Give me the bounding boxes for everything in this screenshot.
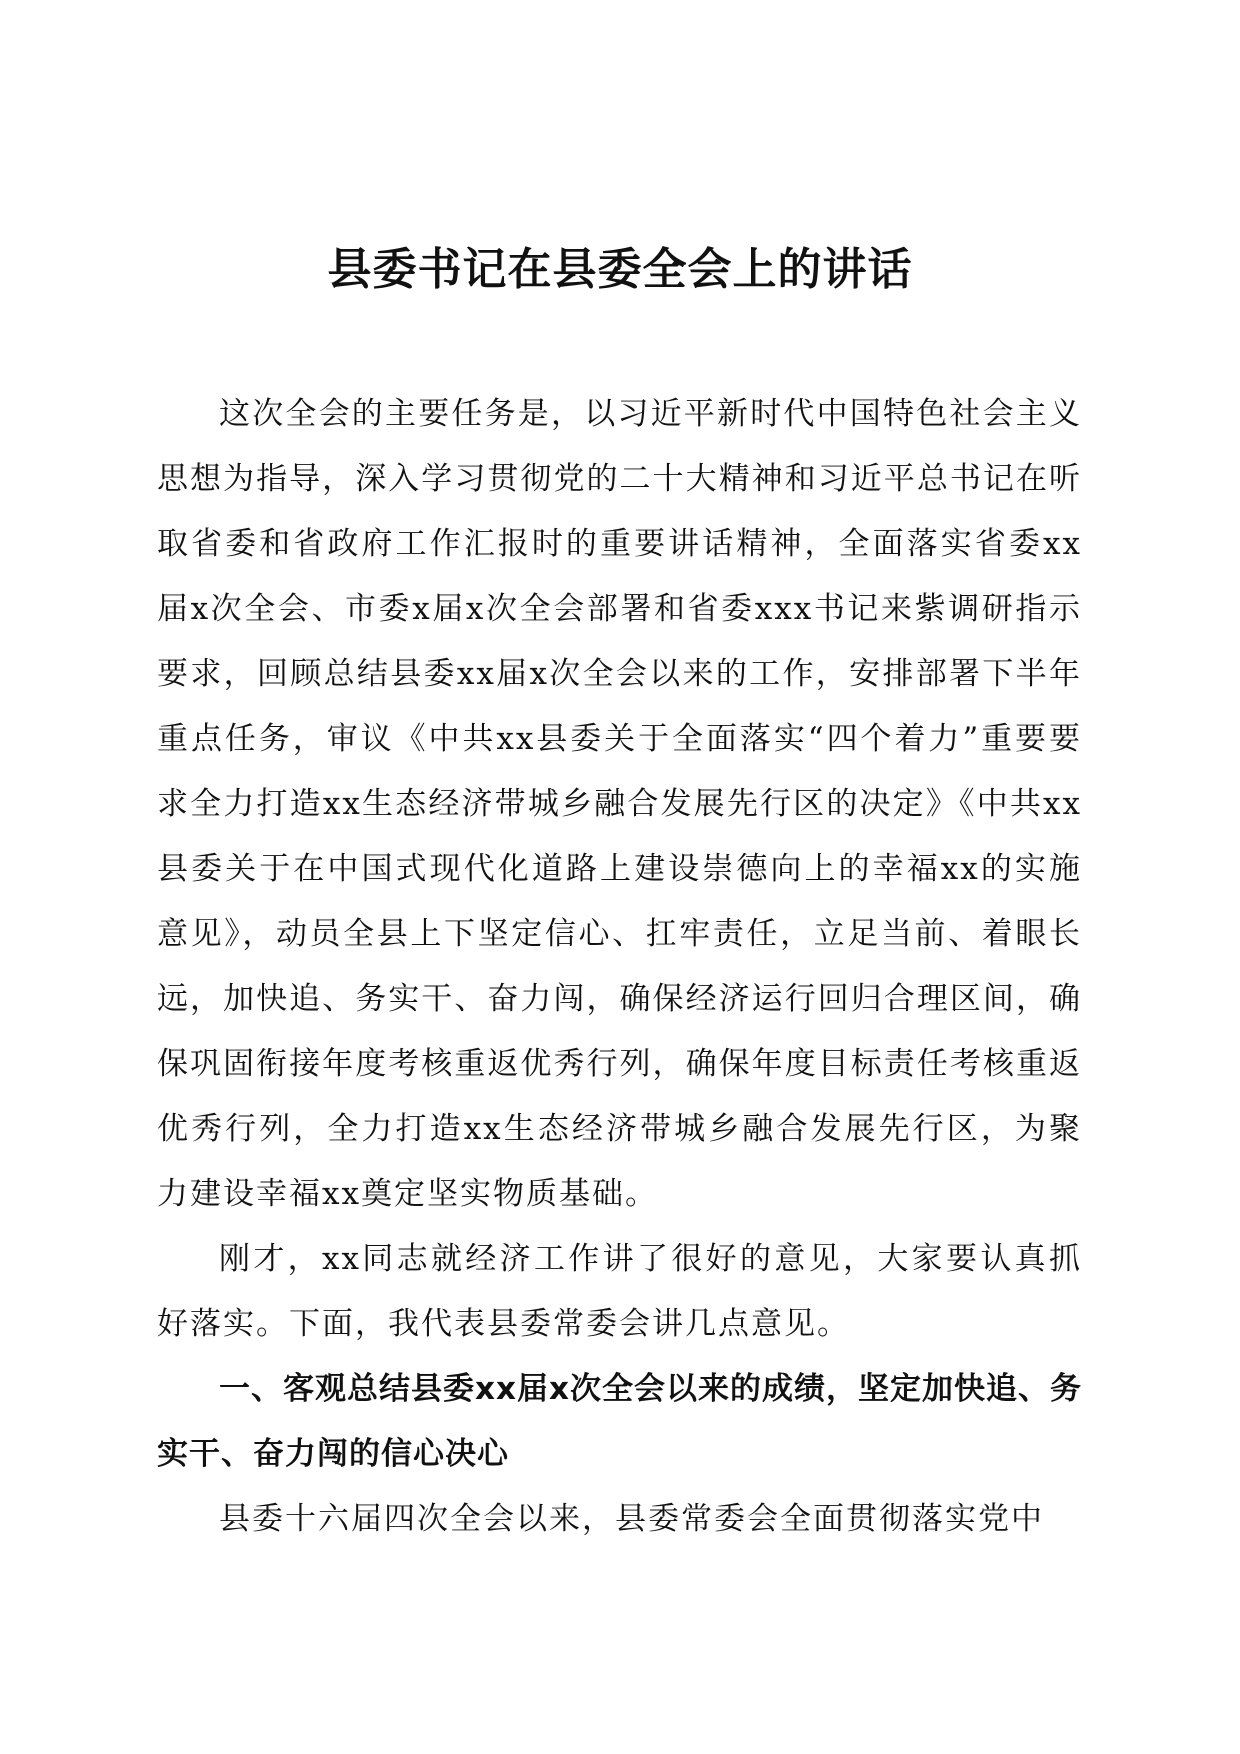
document-title: 县委书记在县委全会上的讲话 bbox=[327, 244, 913, 295]
section-paragraph: 县委十六届四次全会以来，县委常委会全面贯彻落实党中 bbox=[219, 1501, 1044, 1537]
document-body bbox=[157, 382, 1082, 1552]
intro-paragraph: 这次全会的主要任务是，以习近平新时代中国特色社会主义思想为指导，深入学习贯彻党的二十大精神和习近平总书记在听取省委和省政府工作汇报时的重要讲话精神，全面落实省委xx届x次全会、市委x届x次全会部署和省委xxx书记来紫调研指示要求，回顾总结县委xx届x次全会以来的工作，安排部署下半年重点任务，审议《中共xx县委关于全面落实“四个着力”重要要求全力打造xx生态经济带城乡融合发展先行区的决定》《中共xx县委关于在中国式现代化道路上建设崇德向上的幸福xx的实施意见》，动员全县上下坚定信心、扛牢责任，立足当前、着眼长远，加快追、务实干、奋力闯，确保经济运行回归合理区间，确保巩固衔接年度考核重返优秀行列，确保年度目标责任考核重返优秀行列，全力打造xx生态经济带城乡融合发展先行区，为聚力建设幸福xx奠定坚实物质基础。 bbox=[157, 396, 1082, 1212]
section-heading: 一、客观总结县委xx届x次全会以来的成绩，坚定加快追、务实干、奋力闯的信心决心 bbox=[157, 1371, 1082, 1472]
transition-paragraph: 刚才，xx同志就经济工作讲了很好的意见，大家要认真抓好落实。下面，我代表县委常委会讲几点意见。 bbox=[157, 1241, 1082, 1342]
